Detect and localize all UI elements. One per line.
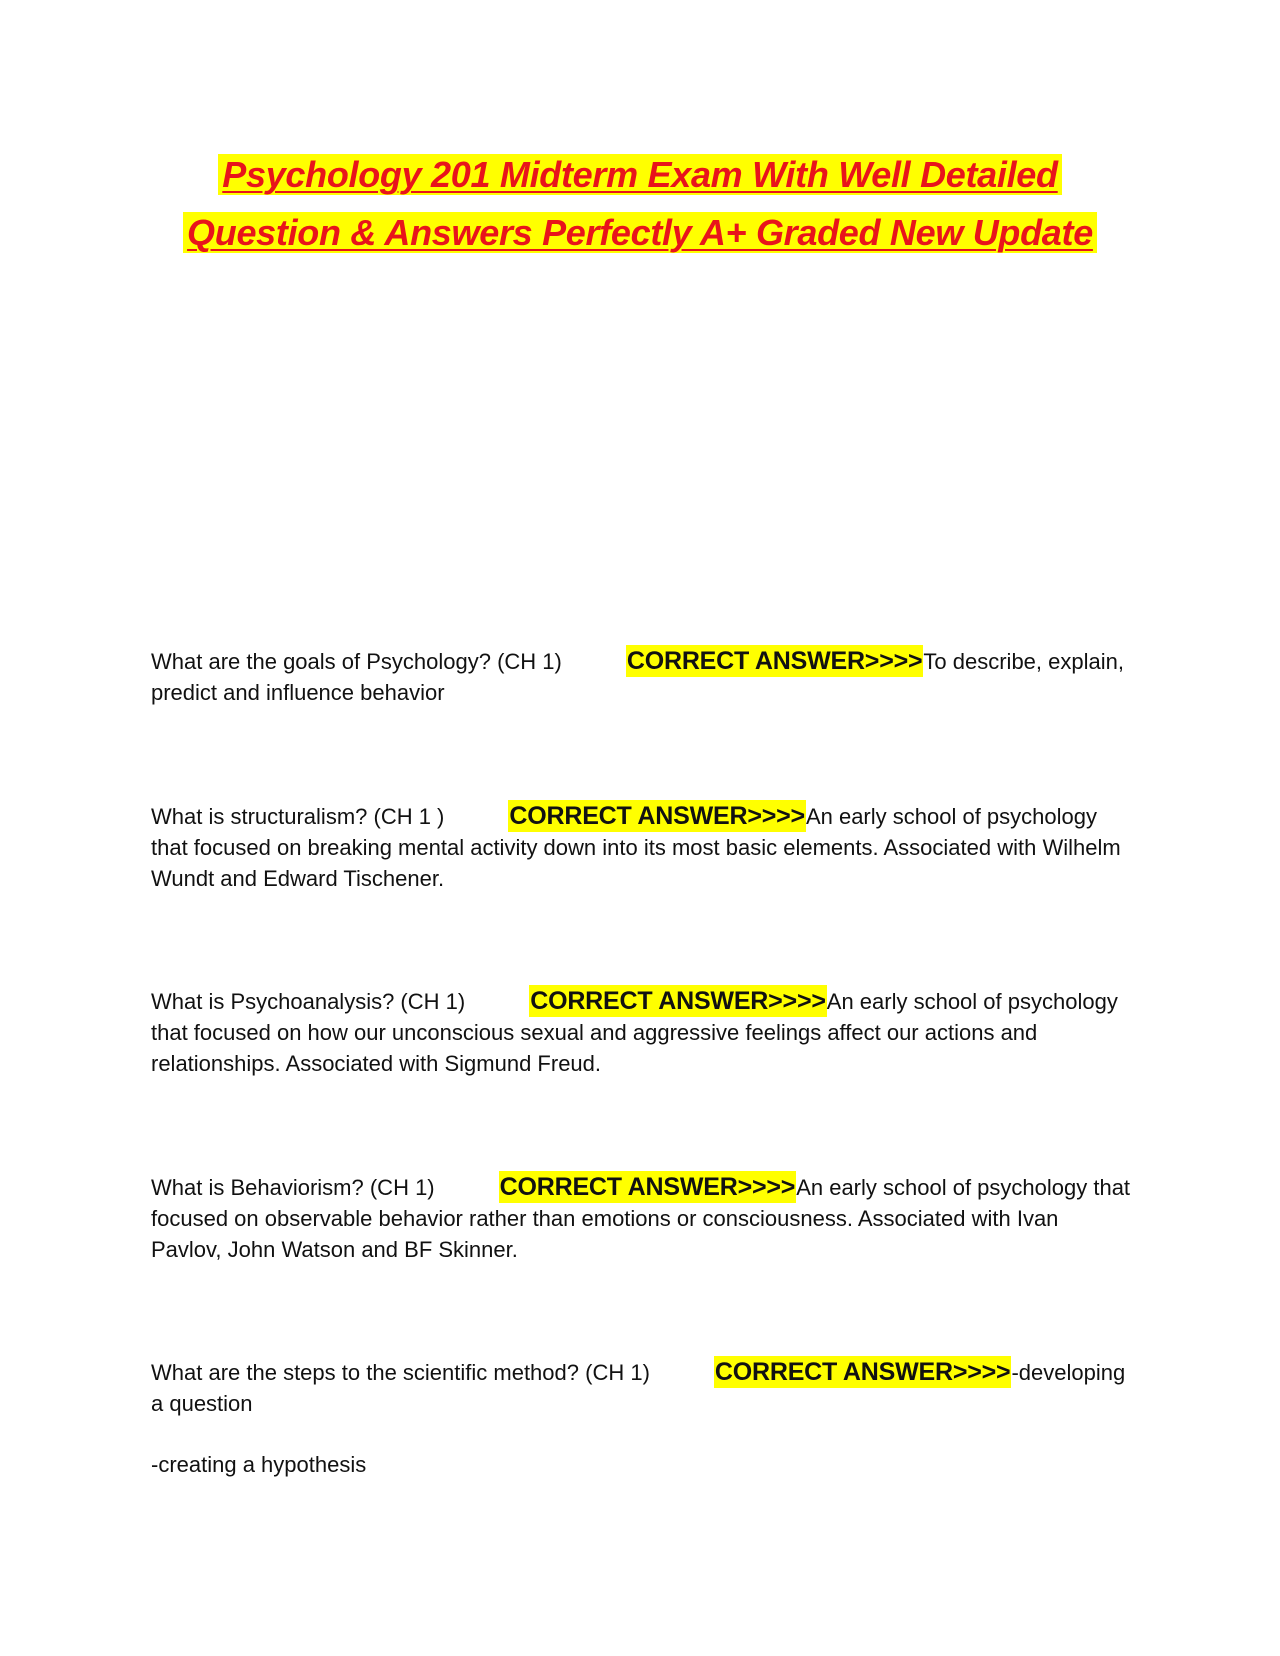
- qa-item: [151, 801, 1131, 894]
- question-text: What are the steps to the scientific method? (CH 1): [151, 1360, 650, 1385]
- qa-item: [151, 646, 1131, 708]
- answer-text: An early school of psychology that focused on how our unconscious sexual and aggressive feelings affect our actions and relationships. Associated with Sigmund Freud.: [151, 989, 1118, 1076]
- correct-answer-marker: CORRECT ANSWER>>>>: [626, 647, 923, 675]
- title-text-1: Psychology 201 Midterm Exam With Well Detailed: [218, 154, 1061, 195]
- document-title: [0, 150, 1280, 266]
- answer-text: An early school of psychology that focused on breaking mental activity down into its most basic elements. Associated with Wilhelm Wundt and Edward Tischener.: [151, 804, 1121, 891]
- qa-item: [151, 1357, 1131, 1419]
- correct-answer-marker: CORRECT ANSWER>>>>: [499, 1173, 796, 1201]
- answer-text: An early school of psychology that focused on observable behavior rather than emotions or consciousness. Associated with Ivan Pavlov, John Watson and BF Skinner.: [151, 1175, 1131, 1262]
- question-text: What is Psychoanalysis? (CH 1): [151, 989, 466, 1014]
- answer-continuation-line: -creating a hypothesis: [151, 1452, 367, 1477]
- answer-text: To describe, explain, predict and influence behavior: [151, 649, 1124, 705]
- title-line-2: [0, 208, 1280, 266]
- correct-answer-marker: CORRECT ANSWER>>>>: [509, 802, 805, 830]
- qa-item: [151, 986, 1131, 1079]
- question-text: What is Behaviorism? (CH 1): [151, 1175, 435, 1200]
- question-text: What is structuralism? (CH 1 ): [151, 804, 445, 829]
- answer-text: -developing a question: [151, 1360, 1126, 1416]
- correct-answer-marker: CORRECT ANSWER>>>>: [714, 1358, 1011, 1386]
- qa-item: [151, 1172, 1131, 1265]
- title-text-2: Question & Answers Perfectly A+ Graded New Update: [183, 212, 1097, 253]
- question-text: What are the goals of Psychology? (CH 1): [151, 649, 562, 674]
- title-line-1: [0, 150, 1280, 208]
- correct-answer-marker: CORRECT ANSWER>>>>: [530, 987, 826, 1015]
